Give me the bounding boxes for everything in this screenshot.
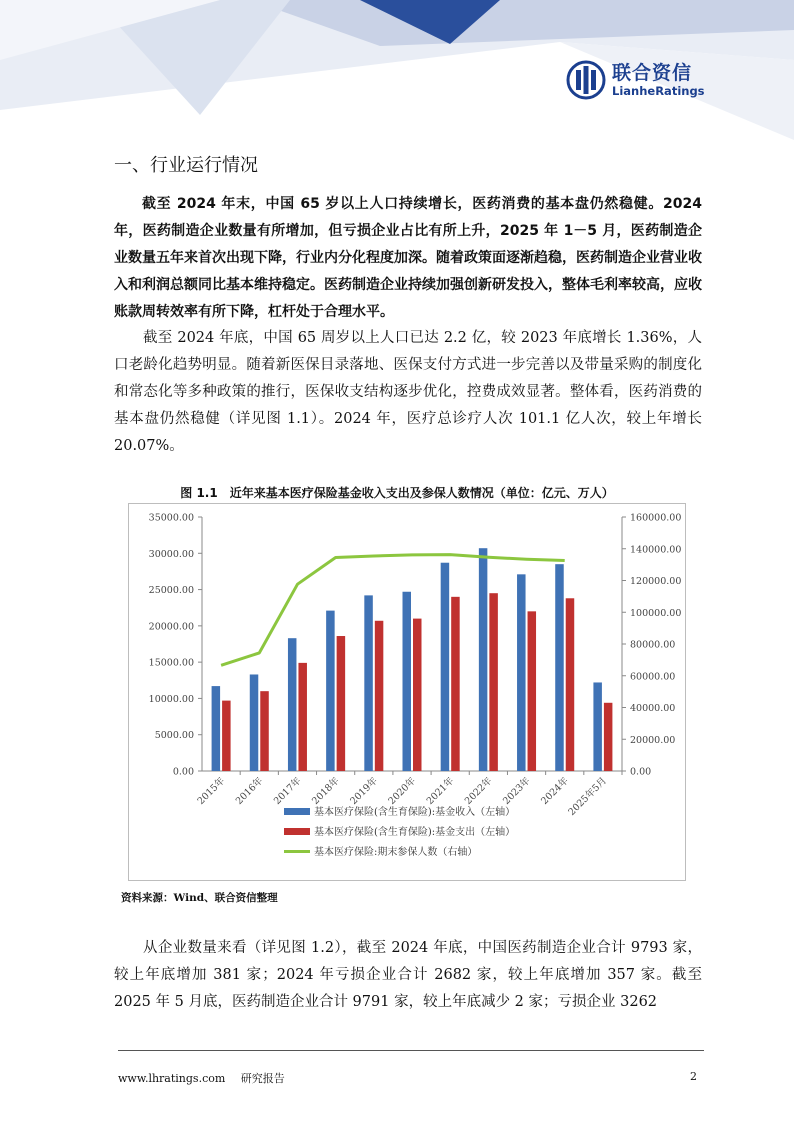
footer-info	[118, 1070, 297, 1086]
right-tick-label: 20000.00	[630, 734, 676, 746]
bar-income	[479, 548, 488, 771]
x-tick-label: 2016年	[233, 775, 266, 807]
section-title: 一、行业运行情况	[114, 155, 258, 176]
bar-expense	[298, 663, 307, 771]
x-tick-label: 2020年	[386, 775, 419, 807]
brand-name-cn: 联合资信	[612, 62, 693, 84]
legend-swatch	[284, 828, 310, 835]
left-tick-label: 35000.00	[148, 512, 194, 524]
bar-expense	[337, 636, 346, 771]
bar-income	[593, 682, 602, 771]
right-tick-label: 160000.00	[630, 512, 682, 524]
bar-expense	[489, 593, 498, 771]
left-tick-label: 5000.00	[154, 730, 194, 742]
insurance-fund-chart	[128, 503, 686, 881]
bar-income	[250, 674, 259, 771]
figure-title: 图 1.1 近年来基本医疗保险基金收入支出及参保人数情况（单位：亿元、万人）	[180, 486, 614, 500]
bar-income	[403, 592, 412, 771]
right-tick-label: 140000.00	[630, 544, 682, 556]
bar-expense	[260, 691, 269, 771]
bar-income	[364, 595, 373, 771]
population-paragraph: 截至 2024 年底，中国 65 周岁以上人口已达 2.2 亿，较 2023 年底增长 1.36%，人口老龄化趋势明显。随着新医保目录落地、医保支付方式进一步完善以及带量采购的制度化和常态化等多种政策的推行，医保收支结构逐步优化，控费成效显著。整体看，医药消费的基本盘仍然稳健（详见图 1.1）。2024 年，医疗总诊疗人次 101.1 亿人次，较上年增长 20.07%。	[114, 330, 702, 454]
x-tick-label: 2025年5月	[566, 775, 610, 818]
legend-swatch	[284, 808, 310, 815]
bar-expense	[451, 597, 460, 771]
brand-name-en: LianheRatings	[612, 84, 705, 98]
right-tick-label: 0.00	[630, 766, 652, 778]
footer-report-type: 研究报告	[240, 1072, 285, 1085]
bar-income	[326, 611, 335, 771]
legend-label: 基本医疗保险:期末参保人数（右轴）	[314, 847, 478, 858]
left-tick-label: 25000.00	[148, 585, 194, 597]
footer-website: www.lhratings.com	[118, 1072, 226, 1085]
bar-expense	[222, 701, 231, 771]
lianhe-logo-icon	[566, 60, 606, 100]
bar-income	[441, 563, 450, 771]
x-tick-label: 2019年	[348, 775, 380, 807]
bar-expense	[566, 598, 575, 771]
x-tick-label: 2021年	[424, 775, 457, 807]
x-tick-label: 2017年	[271, 775, 304, 807]
bar-income	[517, 574, 526, 771]
brand-logo	[566, 60, 705, 100]
x-tick-label: 2015年	[195, 775, 228, 807]
legend-label: 基本医疗保险(含生育保险):基金收入（左轴）	[314, 807, 516, 818]
summary-paragraph: 截至 2024 年末，中国 65 岁以上人口持续增长，医药消费的基本盘仍然稳健。2024 年，医药制造企业数量有所增加，但亏损企业占比有所上升，2025 年 1－5 月，医药制造企业数量五年来首次出现下降，行业内分化程度加深。随着政策面逐渐趋稳，医药制造企业营业收入和利润总额同比基本维持稳定。医药制造企业持续加强创新研发投入，整体毛利率较高，应收账款周转效率有所下降，杠杆处于合理水平。	[114, 196, 702, 320]
figure-source: 资料来源：Wind、联合资信整理	[121, 892, 278, 904]
bar-expense	[413, 619, 422, 771]
left-tick-label: 10000.00	[148, 693, 194, 705]
x-tick-label: 2024年	[539, 775, 571, 807]
x-tick-label: 2022年	[462, 775, 495, 807]
right-tick-label: 120000.00	[630, 576, 682, 587]
right-tick-label: 80000.00	[630, 639, 676, 651]
left-tick-label: 30000.00	[148, 548, 194, 560]
left-tick-label: 20000.00	[148, 621, 194, 633]
bar-expense	[528, 611, 537, 771]
bar-income	[288, 638, 297, 771]
left-tick-label: 0.00	[172, 766, 194, 778]
legend-label: 基本医疗保险(含生育保险):基金支出（左轴）	[314, 827, 516, 838]
right-tick-label: 40000.00	[630, 703, 676, 714]
bar-expense	[604, 703, 613, 771]
bar-income	[212, 686, 221, 771]
x-tick-label: 2023年	[501, 775, 533, 807]
x-tick-label: 2018年	[310, 775, 342, 807]
right-tick-label: 60000.00	[630, 671, 676, 683]
bar-income	[555, 564, 564, 771]
bar-expense	[375, 621, 384, 771]
right-tick-label: 100000.00	[630, 607, 682, 619]
enterprise-paragraph: 从企业数量来看（详见图 1.2），截至 2024 年底，中国医药制造企业合计 9793 家，较上年底增加 381 家；2024 年亏损企业合计 2682 家，较上年底增加 357 家。截至 2025 年 5 月底，医药制造企业合计 9791 家，较上年底减少 2 家；亏损企业 3262	[114, 940, 702, 1010]
left-tick-label: 15000.00	[148, 657, 194, 669]
footer-divider	[118, 1050, 704, 1051]
page-number: 2	[690, 1070, 697, 1083]
